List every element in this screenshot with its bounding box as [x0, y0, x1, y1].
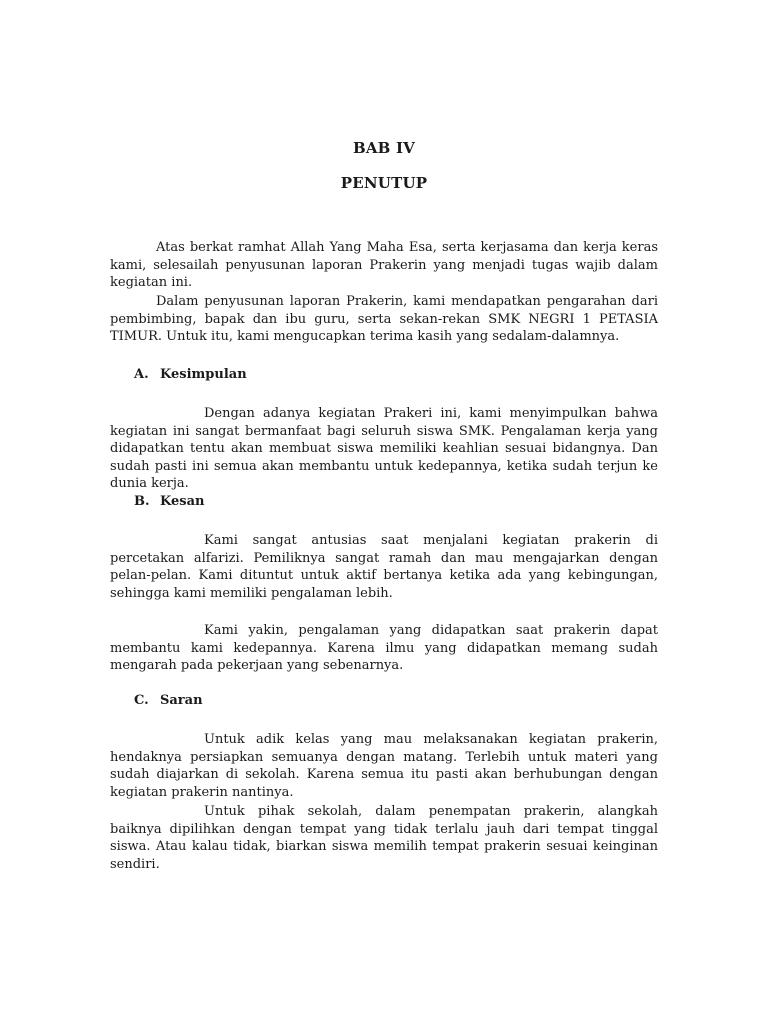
chapter-title: PENUTUP	[340, 174, 428, 192]
saran-paragraph-1: Untuk adik kelas yang mau melaksanakan kegiatan prakerin, hendaknya persiapkan semuanya dengan matang. Terlebih untuk materi yang sudah diajarkan di sekolah. Karena semua itu pasti akan berhubungan dengan kegiatan prakerin nantinya.	[110, 732, 658, 800]
section-letter: B.	[134, 494, 150, 509]
section-title: Saran	[160, 693, 203, 708]
saran-paragraph-2: Untuk pihak sekolah, dalam penempatan prakerin, alangkah baiknya dipilihkan dengan tempat yang tidak terlalu jauh dari tempat tinggal siswa. Atau kalau tidak, biarkan siswa memilih tempat prakerin sesuai keinginan sendiri.	[110, 804, 658, 872]
intro-paragraph-1: Atas berkat ramhat Allah Yang Maha Esa, serta kerjasama dan kerja keras kami, selesailah penyusunan laporan Prakerin yang menjadi tugas wajib dalam kegiatan ini.	[110, 240, 658, 290]
section-heading-kesimpulan	[134, 367, 247, 382]
intro-paragraph-2: Dalam penyusunan laporan Prakerin, kami mendapatkan pengarahan dari pembimbing, bapak dan ibu guru, serta sekan-rekan SMK NEGRI 1 PETASIA TIMUR. Untuk itu, kami mengucapkan terima kasih yang sedalam-dalamnya.	[110, 294, 658, 344]
chapter-number: BAB IV	[352, 139, 416, 157]
section-title: Kesan	[160, 494, 205, 509]
kesimpulan-paragraph-1: Dengan adanya kegiatan Prakeri ini, kami menyimpulkan bahwa kegiatan ini sangat bermanfaat bagi seluruh siswa SMK. Pengalaman kerja yang didapatkan tentu akan membuat siswa memiliki keahlian sesuai bidangnya. Dan sudah pasti ini semua akan membantu untuk kedepannya, ketika sudah terjun ke dunia kerja.	[110, 406, 658, 491]
section-letter: A.	[134, 367, 149, 382]
section-letter: C.	[134, 693, 149, 708]
section-heading-saran	[134, 693, 203, 708]
kesan-paragraph-1: Kami sangat antusias saat menjalani kegiatan prakerin di percetakan alfarizi. Pemiliknya sangat ramah dan mau mengajarkan dengan pelan-pelan. Kami dituntut untuk aktif bertanya ketika ada yang kebingungan, sehingga kami memiliki pengalaman lebih.	[110, 533, 658, 601]
section-heading-kesan	[134, 494, 204, 509]
section-title: Kesimpulan	[160, 367, 247, 382]
kesan-paragraph-2: Kami yakin, pengalaman yang didapatkan saat prakerin dapat membantu kami kedepannya. Karena ilmu yang didapatkan memang sudah mengarah pada pekerjaan yang sebenarnya.	[110, 623, 658, 673]
